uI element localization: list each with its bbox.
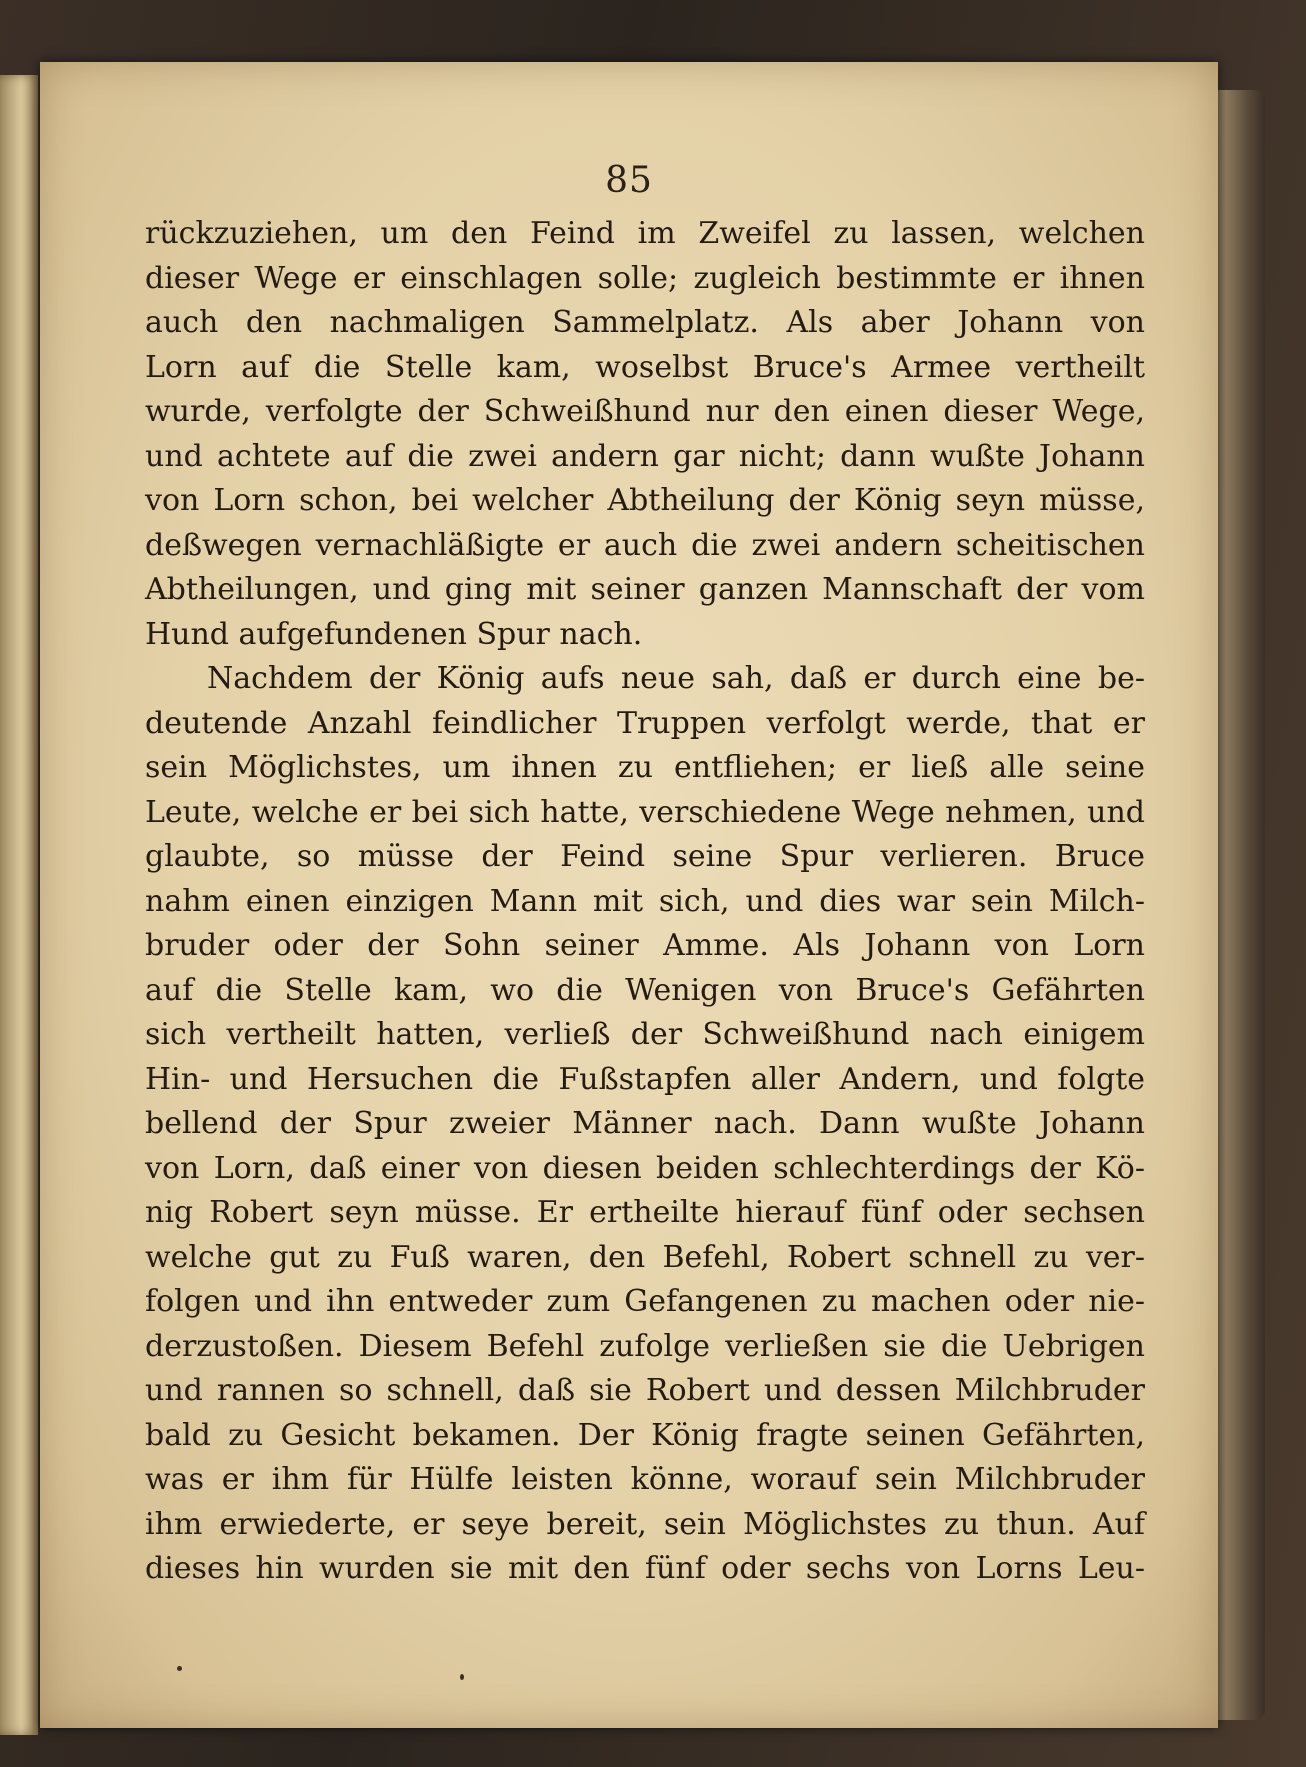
text-line: deutende Anzahl feindlicher Truppen verfolgt werde, that er — [145, 705, 1145, 741]
text-line: dieser Wege er einschlagen solle; zugleich bestimmte er ihnen — [145, 260, 1145, 296]
text-line: nahm einen einzigen Mann mit sich, und dies war sein Milch- — [145, 883, 1145, 919]
text-line: was er ihm für Hülfe leisten könne, worauf sein Milchbruder — [145, 1462, 1145, 1497]
page-number: 85 — [605, 160, 653, 201]
book-page — [40, 62, 1218, 1728]
text-line: Hund aufgefundenen Spur nach. — [145, 616, 643, 652]
body-text — [145, 212, 1145, 1592]
text-line: dieses hin wurden sie mit den fünf oder sechs von Lorns Leu- — [145, 1551, 1145, 1586]
text-line: wurde, verfolgte der Schweißhund nur den einen dieser Wege, — [145, 394, 1145, 429]
ink-speck — [460, 1674, 464, 1680]
text-line: sein Möglichstes, um ihnen zu entfliehen; er ließ alle seine — [145, 750, 1145, 785]
text-line: bald zu Gesicht bekamen. Der König fragte seinen Gefährten, — [145, 1417, 1145, 1453]
text-line: und rannen so schnell, daß sie Robert und dessen Milchbruder — [145, 1373, 1145, 1408]
text-line: Lorn auf die Stelle kam, woselbst Bruce's Armee vertheilt — [145, 349, 1145, 385]
text-line: Nachdem der König aufs neue sah, daß er durch eine be- — [207, 661, 1145, 696]
text-line: Hin- und Hersuchen die Fußstapfen aller Andern, und folgte — [145, 1061, 1145, 1097]
text-line: und achtete auf die zwei andern gar nicht; dann wußte Johann — [145, 438, 1145, 474]
text-line: sich vertheilt hatten, verließ der Schweißhund nach einigem — [145, 1017, 1145, 1052]
text-line: von Lorn schon, bei welcher Abtheilung der König seyn müsse, — [145, 483, 1145, 518]
text-line: Abtheilungen, und ging mit seiner ganzen Mannschaft der vom — [145, 572, 1145, 607]
text-line: welche gut zu Fuß waren, den Befehl, Robert schnell zu ver- — [145, 1239, 1145, 1275]
text-line: deßwegen vernachläßigte er auch die zwei andern scheitischen — [145, 527, 1145, 563]
text-line: auch den nachmaligen Sammelplatz. Als aber Johann von — [145, 305, 1145, 340]
text-line: auf die Stelle kam, wo die Wenigen von Bruce's Gefährten — [145, 972, 1145, 1008]
text-line: bruder oder der Sohn seiner Amme. Als Johann von Lorn — [145, 928, 1145, 963]
text-line: rückzuziehen, um den Feind im Zweifel zu lassen, welchen — [145, 216, 1145, 251]
text-line: folgen und ihn entweder zum Gefangenen zu machen oder nie- — [145, 1284, 1145, 1319]
text-line: glaubte, so müsse der Feind seine Spur verlieren. Bruce — [145, 839, 1145, 874]
text-line: bellend der Spur zweier Männer nach. Dann wußte Johann — [145, 1106, 1145, 1141]
text-line: von Lorn, daß einer von diesen beiden schlechterdings der Kö- — [145, 1150, 1145, 1186]
left-page-edge — [0, 75, 38, 1735]
ink-speck — [177, 1666, 182, 1671]
text-line: Leute, welche er bei sich hatte, verschiedene Wege nehmen, und — [145, 794, 1145, 830]
text-line: nig Robert seyn müsse. Er ertheilte hierauf fünf oder sechsen — [145, 1195, 1145, 1230]
text-line: ihm erwiederte, er seye bereit, sein Möglichstes zu thun. Auf — [145, 1506, 1145, 1542]
text-line: derzustoßen. Diesem Befehl zufolge verließen sie die Uebrigen — [145, 1328, 1145, 1364]
